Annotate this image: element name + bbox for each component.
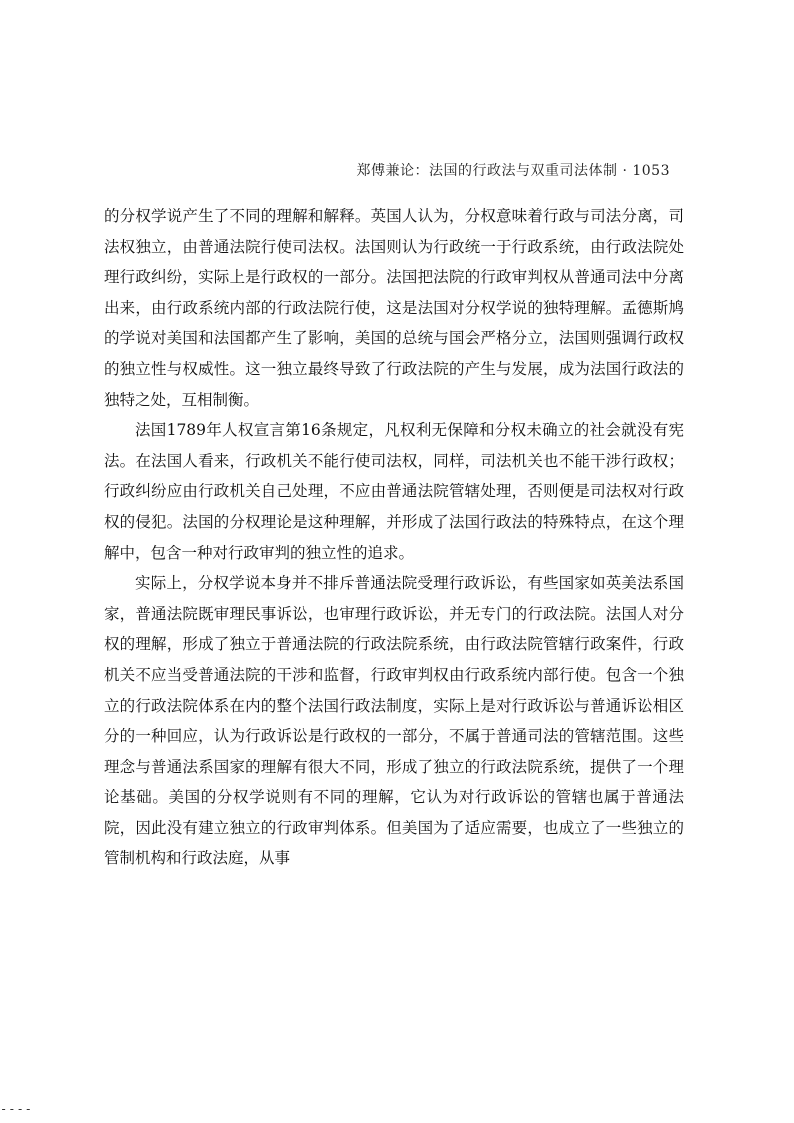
paragraph-1: 的分权学说产生了不同的理解和解释。英国人认为，分权意味着行政与司法分离，司法权独立，由普通法院行使司法权。法国则认为行政统一于行政系统，由行政法院处理行政纠纷，实际上是行政权的一部分。法国把法院的行政审判权从普通司法中分离出来，由行政系统内部的行政法院行使，这是法国对分权学说的独特理解。孟德斯鸠的学说对美国和法国都产生了影响，美国的总统与国会严格分立，法国则强调行政权的独立性与权威性。这一独立最终导致了行政法院的产生与发展，成为法国行政法的独特之处，互相制衡。 (104, 207, 684, 409)
body-text (104, 201, 684, 874)
footer-mark: ---- (0, 1102, 33, 1116)
paragraph-3: 实际上，分权学说本身并不排斥普通法院受理行政诉讼，有些国家如英美法系国家，普通法院既审理民事诉讼，也审理行政诉讼，并无专门的行政法院。法国人对分权的理解，形成了独立于普通法院的行政法院系统，由行政法院管辖行政案件，行政机关不应当受普通法院的干涉和监督，行政审判权由行政系统内部行使。包含一个独立的行政法院体系在内的整个法国行政法制度，实际上是对行政诉讼与普通诉讼相区分的一种回应，认为行政诉讼是行政权的一部分，不属于普通司法的管辖范围。这些理念与普通法系国家的理解有很大不同，形成了独立的行政法院系统，提供了一个理论基础。美国的分权学说则有不同的理解，它认为对行政诉讼的管辖也属于普通法院，因此没有建立独立的行政审判体系。但美国为了适应需要，也成立了一些独立的管制机构和行政法庭，从事 (104, 574, 684, 868)
paragraph-2: 法国1789年人权宣言第16条规定，凡权利无保障和分权未确立的社会就没有宪法。在法国人看来，行政机关不能行使司法权，同样，司法机关也不能干涉行政权；行政纠纷应由行政机关自己处理，不应由普通法院管辖处理，否则便是司法权对行政权的侵犯。法国的分权理论是这种理解，并形成了法国行政法的特殊特点，在这个理解中，包含一种对行政审判的独立性的追求。 (104, 421, 684, 562)
running-head: 郑傅兼论：法国的行政法与双重司法体制 · 1053 (356, 163, 670, 179)
